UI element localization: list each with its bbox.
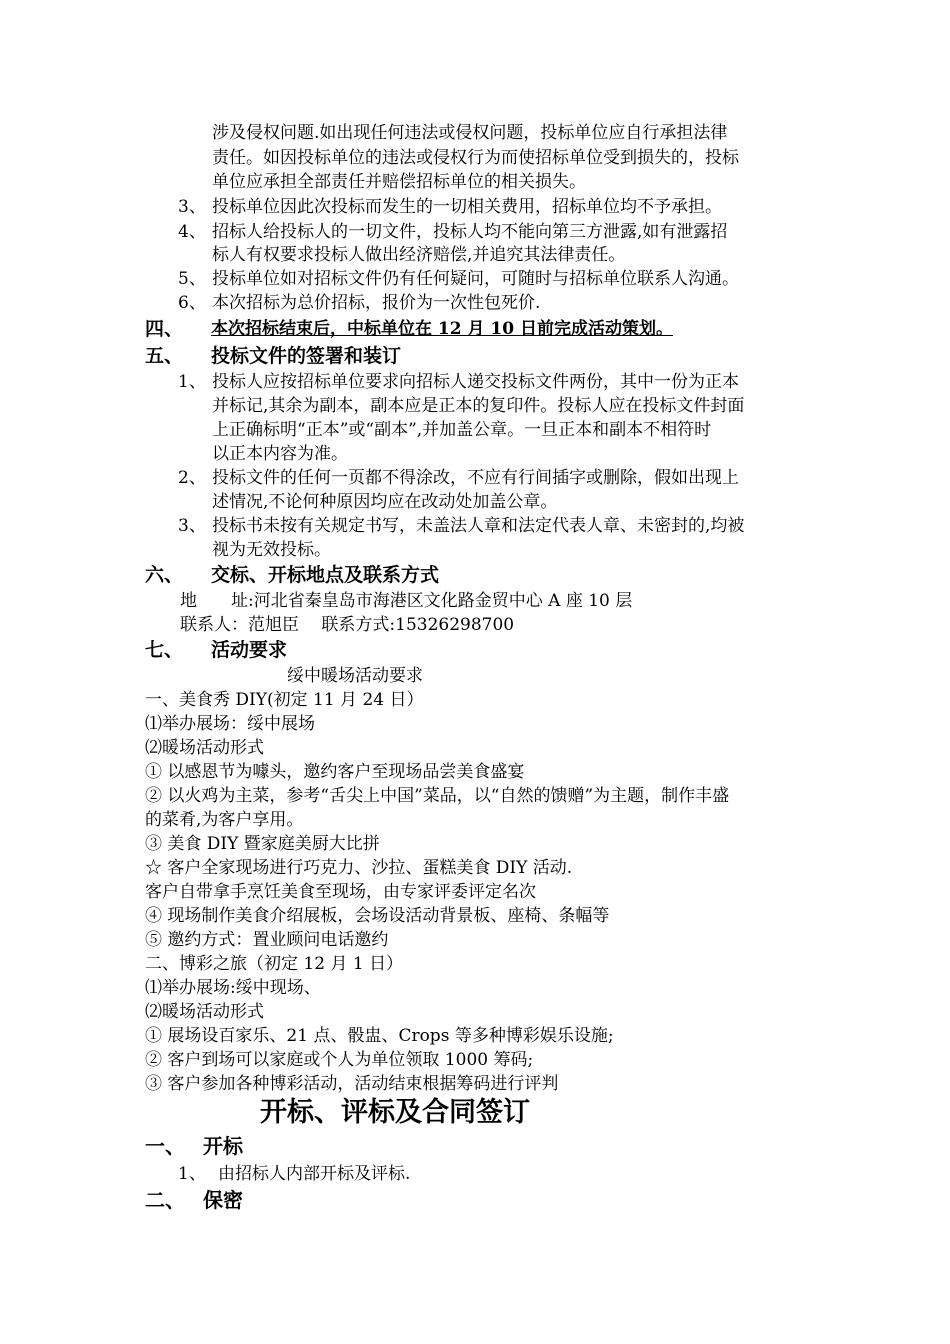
list-item: 并标记,其余为副本，副本应是正本的复印件。投标人应在投标文件封面 — [212, 396, 745, 416]
part-heading-2 — [145, 1186, 545, 1214]
activity-line: 客户自带拿手烹饪美食至现场，由专家评委评定名次 — [145, 882, 536, 902]
list-number: 3、 — [178, 197, 206, 217]
activity-line: ③ 美食 DIY 暨家庭美厨大比拼 — [145, 834, 380, 854]
intro-line: 单位应承担全部责任并赔偿招标单位的相关损失。 — [212, 172, 586, 192]
section-title: 活动要求 — [211, 639, 288, 661]
activity-line: 一、美食秀 DIY(初定 11 月 24 日） — [145, 690, 424, 710]
list-item: 投标书未按有关规定书写，未盖法人章和法定代表人章、未密封的,均被 — [212, 516, 745, 536]
section-title: 本次招标结束后，中标单位在 12 月 10 日前完成活动策划。 — [211, 319, 673, 339]
activity-line: ⑴举办展场：绥中展场 — [145, 714, 315, 734]
section-number: 七、 — [145, 639, 184, 661]
list-number: 5、 — [178, 269, 206, 289]
activity-line: ② 客户到场可以家庭或个人为单位领取 1000 筹码; — [145, 1050, 534, 1070]
activity-line: ② 以火鸡为主菜，参考“舌尖上中国”菜品，以“自然的馈赠”为主题，制作丰盛 — [145, 786, 730, 806]
part-title: 开标 — [203, 1134, 243, 1158]
activity-line: ⑵暖场活动形式 — [145, 738, 264, 758]
list-number: 3、 — [178, 516, 206, 536]
activity-line: ① 展场设百家乐、21 点、骰盅、Crops 等多种博彩娱乐设施; — [145, 1026, 614, 1046]
list-number: 4、 — [178, 222, 206, 242]
activity-line: ⑵暖场活动形式 — [145, 1002, 264, 1022]
address-line — [180, 589, 632, 613]
list-item: 标人有权要求投标人做出经济赔偿,并追究其法律责任。 — [212, 245, 626, 265]
contact-line: 联系人：范旭臣 联系方式:15326298700 — [180, 615, 515, 635]
part-number: 一、 — [145, 1134, 185, 1158]
list-item: 以正本内容为准。 — [212, 444, 348, 464]
section-title: 交标、开标地点及联系方式 — [211, 564, 440, 586]
section-number: 五、 — [145, 345, 184, 367]
part-title: 保密 — [203, 1188, 243, 1212]
list-item: 投标单位如对招标文件仍有任何疑问，可随时与招标单位联系人沟通。 — [212, 269, 739, 289]
address-value: 河北省秦皇岛市海港区文化路金贸中心 A 座 10 层 — [253, 591, 633, 611]
list-number: 1、 — [178, 1164, 206, 1184]
activity-title: 绥中暖场活动要求 — [287, 666, 423, 686]
activity-line: 的菜肴,为客户享用。 — [145, 810, 304, 830]
address-label: 地 址: — [180, 591, 254, 611]
list-number: 2、 — [178, 468, 206, 488]
list-item: 由招标人内部开标及评标. — [218, 1164, 411, 1184]
list-item: 招标人给投标人的一切文件，投标人均不能向第三方泄露,如有泄露招 — [212, 222, 728, 242]
list-number: 1、 — [178, 372, 206, 392]
activity-line: ☆ 客户全家现场进行巧克力、沙拉、蛋糕美食 DIY 活动. — [145, 858, 573, 878]
part-heading-1 — [145, 1132, 545, 1160]
section-number: 六、 — [145, 564, 184, 586]
activity-line: ④ 现场制作美食介绍展板，会场设活动背景板、座椅、条幅等 — [145, 906, 610, 926]
section-number: 四、 — [145, 318, 184, 340]
list-item: 投标人应按招标单位要求向招标人递交投标文件两份，其中一份为正本 — [212, 372, 739, 392]
list-number: 6、 — [178, 293, 206, 313]
list-item: 投标文件的任何一页都不得涂改，不应有行间插字或删除，假如出现上 — [212, 468, 739, 488]
section-title: 投标文件的签署和装订 — [211, 345, 402, 367]
activity-line: 二、博彩之旅（初定 12 月 1 日） — [145, 954, 404, 974]
list-item: 投标单位因此次投标而发生的一切相关费用，招标单位均不予承担。 — [212, 197, 722, 217]
part-number: 二、 — [145, 1188, 185, 1212]
chapter-title: 开标、评标及合同签订 — [260, 1097, 530, 1128]
activity-line: ① 以感恩节为噱头，邀约客户至现场品尝美食盛宴 — [145, 762, 525, 782]
list-item: 上正确标明“正本”或“副本”,并加盖公章。一旦正本和副本不相符时 — [212, 420, 712, 440]
activity-line: ⑴举办展场:绥中现场、 — [145, 978, 321, 998]
list-item: 述情况,不论何种原因均应在改动处加盖公章。 — [212, 492, 558, 512]
list-item: 视为无效投标。 — [212, 540, 331, 560]
intro-line: 涉及侵权问题.如出现任何违法或侵权问题，投标单位应自行承担法律 — [212, 123, 728, 143]
activity-line: ③ 客户参加各种博彩活动，活动结束根据筹码进行评判 — [145, 1074, 559, 1094]
activity-line: ⑤ 邀约方式：置业顾问电话邀约 — [145, 930, 389, 950]
intro-line: 责任。如因投标单位的违法或侵权行为而使招标单位受到损失的，投标 — [212, 148, 739, 168]
list-item: 本次招标为总价招标，报价为一次性包死价. — [212, 293, 541, 313]
